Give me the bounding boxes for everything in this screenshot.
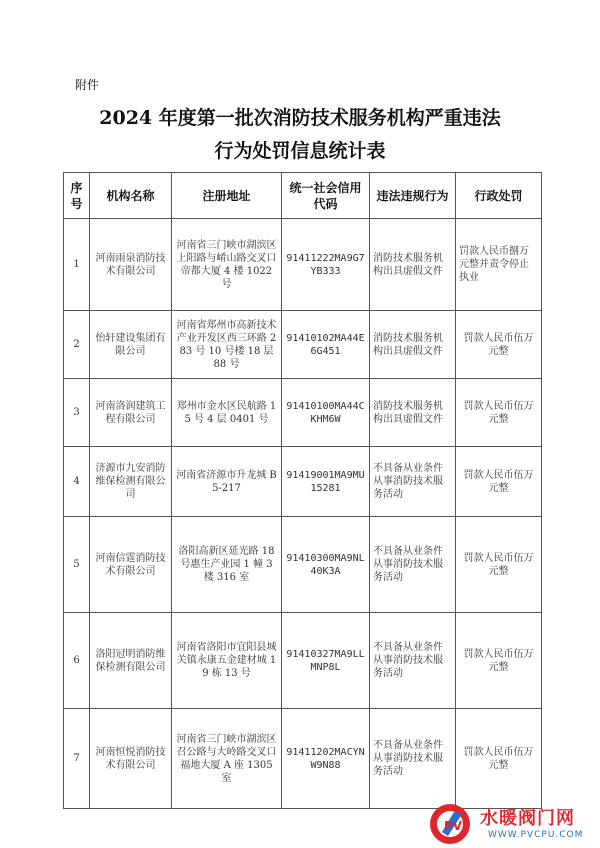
row-number: 6 [64, 613, 90, 709]
registered-address: 河南省三门峡市湖滨区召公路与大岭路交叉口福地大厦 A 座 1305 室 [172, 709, 282, 809]
watermark-site-name: 水暖阀门网 [480, 808, 575, 829]
organization-name: 怡轩建设集团有限公司 [90, 311, 172, 379]
attachment-label: 附件 [75, 78, 100, 92]
registered-address: 河南省郑州市高新技术产业开发区西三环路 283 号 10 号楼 18 层 88 号 [172, 311, 282, 379]
row-number: 3 [64, 379, 90, 447]
administrative-penalty: 罚款人民币伍万元整 [456, 709, 542, 809]
header-credit-code: 统一社会信用代码 [282, 173, 370, 219]
violation-behavior: 消防技术服务机构出具虚假文件 [370, 219, 456, 311]
registered-address: 郑州市金水区民航路 15 号 4 层 0401 号 [172, 379, 282, 447]
violation-behavior: 消防技术服务机构出具虚假文件 [370, 311, 456, 379]
credit-code: 91410327MA9LLMNP8L [282, 613, 370, 709]
watermark-site-url: WWW.PVCPU.COM [488, 830, 584, 840]
credit-code: 91410300MA9NL40K3A [282, 517, 370, 613]
table-row [64, 219, 542, 311]
violation-behavior: 不具备从业条件从事消防技术服务活动 [370, 447, 456, 517]
administrative-penalty: 罚款人民币捌万元整并责令停止执业 [456, 219, 542, 311]
svg-text:PV: PV [444, 819, 463, 833]
row-number: 5 [64, 517, 90, 613]
header-organization-name: 机构名称 [90, 173, 172, 219]
registered-address: 河南省济源市升龙城 B5-217 [172, 447, 282, 517]
organization-name: 河南洛润建筑工程有限公司 [90, 379, 172, 447]
organization-name: 河南恒悦消防技术有限公司 [90, 709, 172, 809]
document-title-line2: 行为处罚信息统计表 [214, 140, 386, 162]
organization-name: 洛阳冠明消防维保检测有限公司 [90, 613, 172, 709]
header-registered-address: 注册地址 [172, 173, 282, 219]
row-number: 4 [64, 447, 90, 517]
violation-behavior: 不具备从业条件从事消防技术服务活动 [370, 709, 456, 809]
table-row [64, 447, 542, 517]
registered-address: 河南省三门峡市湖滨区上阳路与崤山路交叉口帝都大厦 4 楼 1022 号 [172, 219, 282, 311]
organization-name: 河南信霆消防技术有限公司 [90, 517, 172, 613]
registered-address: 河南省洛阳市宜阳县城关镇永康五金建材城 19 栋 13 号 [172, 613, 282, 709]
violation-behavior: 消防技术服务机构出具虚假文件 [370, 379, 456, 447]
violation-behavior: 不具备从业条件从事消防技术服务活动 [370, 517, 456, 613]
table-row [64, 709, 542, 809]
table-row [64, 379, 542, 447]
row-number: 7 [64, 709, 90, 809]
pv-logo-icon [424, 800, 484, 848]
violation-behavior: 不具备从业条件从事消防技术服务活动 [370, 613, 456, 709]
credit-code: 91410102MA44E6G451 [282, 311, 370, 379]
table-row [64, 613, 542, 709]
administrative-penalty: 罚款人民币伍万元整 [456, 613, 542, 709]
row-number: 2 [64, 311, 90, 379]
credit-code: 91419001MA9MU15281 [282, 447, 370, 517]
header-serial-number: 序号 [64, 173, 90, 219]
credit-code: 91411202MACYNW9N88 [282, 709, 370, 809]
registered-address: 洛阳高新区延光路 18 号惠生产业园 1 幢 3 楼 316 室 [172, 517, 282, 613]
credit-code: 91411222MA9G7YB333 [282, 219, 370, 311]
site-watermark [424, 800, 600, 848]
administrative-penalty: 罚款人民币伍万元整 [456, 311, 542, 379]
administrative-penalty: 罚款人民币伍万元整 [456, 447, 542, 517]
table-header-row [64, 173, 542, 219]
table-row [64, 517, 542, 613]
credit-code: 91410100MA44CKHM6W [282, 379, 370, 447]
document-title-line1: 2024 年度第一批次消防技术服务机构严重违法 [99, 107, 501, 129]
organization-name: 河南雨泉消防技术有限公司 [90, 219, 172, 311]
table-row [64, 311, 542, 379]
administrative-penalty: 罚款人民币伍万元整 [456, 379, 542, 447]
organization-name: 济源市九安消防维保检测有限公司 [90, 447, 172, 517]
header-penalty: 行政处罚 [456, 173, 542, 219]
header-violation: 违法违规行为 [370, 173, 456, 219]
administrative-penalty: 罚款人民币伍万元整 [456, 517, 542, 613]
penalty-statistics-table [63, 172, 542, 809]
row-number: 1 [64, 219, 90, 311]
